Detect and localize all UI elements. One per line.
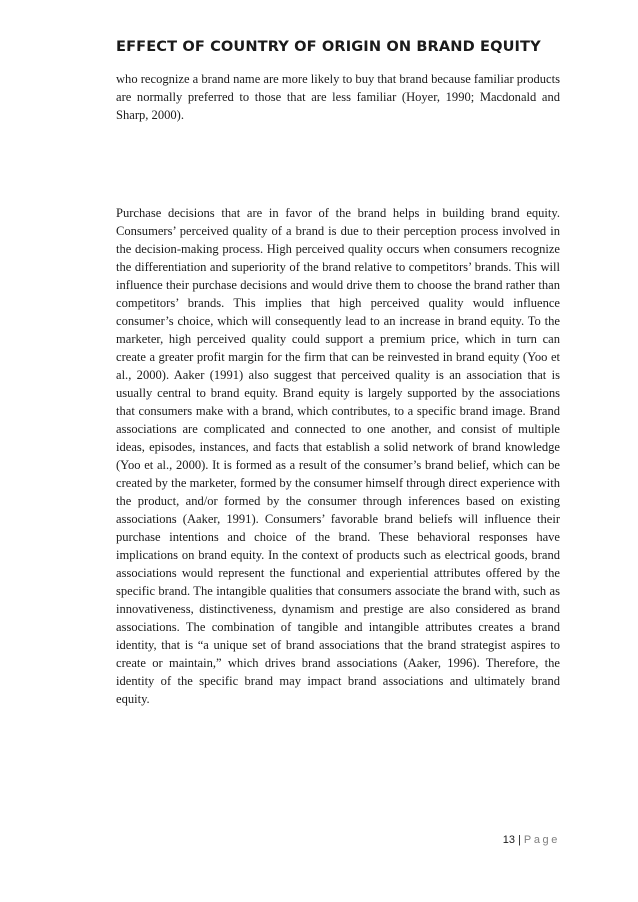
body-paragraph-1: who recognize a brand name are more likely to buy that brand because familiar products are normally preferred to those that are less familiar (Hoyer, 1990; Macdonald and Sharp, 2000). (116, 72, 560, 122)
page-label: Page (523, 834, 560, 846)
page-footer (503, 834, 560, 846)
running-header-title: EFFECT OF COUNTRY OF ORIGIN ON BRAND EQUITY (116, 38, 541, 55)
body-paragraph-2: Purchase decisions that are in favor of the brand helps in building brand equity. Consumers’ perceived quality of a brand is due to their perception process involved in the decision-making process. High perceived quality occurs when consumers recognize the differentiation and superiority of the brand relative to competitors’ brands. This will influence their purchase decisions and would drive them to choose the brand rather than competitors’ brands. This implies that high perceived quality would influence consumer’s choice, which will consequently lead to an increase in brand equity. To the marketer, high perceived quality could support a premium price, which in turn can create a greater profit margin for the firm that can be reinvested in brand equity (Yoo et al., 2000). Aaker (1991) also suggest that perceived quality is an association that is usually central to brand equity. Brand equity is largely supported by the associations that consumers make with a brand, which contributes, to a specific brand image. Brand associations are complicated and connected to one another, and consist of multiple ideas, episodes, instances, and facts that establish a solid network of brand knowledge (Yoo et al., 2000). It is formed as a result of the consumer’s brand belief, which can be created by the marketer, formed by the consumer himself through direct experience with the product, and/or formed by the consumer through inferences based on existing associations (Aaker, 1991). Consumers’ favorable brand beliefs will influence their purchase intentions and choice of the brand. These behavioral responses have implications on brand equity. In the context of products such as electrical goods, brand associations would represent the functional and experiential attributes offered by the specific brand. The intangible qualities that consumers associate the brand with, such as innovativeness, distinctiveness, dynamism and prestige are also considered as brand associations. The combination of tangible and intangible attributes creates a brand identity, that is “a unique set of brand associations that the brand strategist aspires to create or maintain,” which drives brand associations (Aaker, 1996). Therefore, the identity of the specific brand may impact brand associations and ultimately brand equity. (116, 206, 560, 706)
page-number: 13 (502, 834, 516, 846)
footer-separator: | (518, 834, 521, 846)
